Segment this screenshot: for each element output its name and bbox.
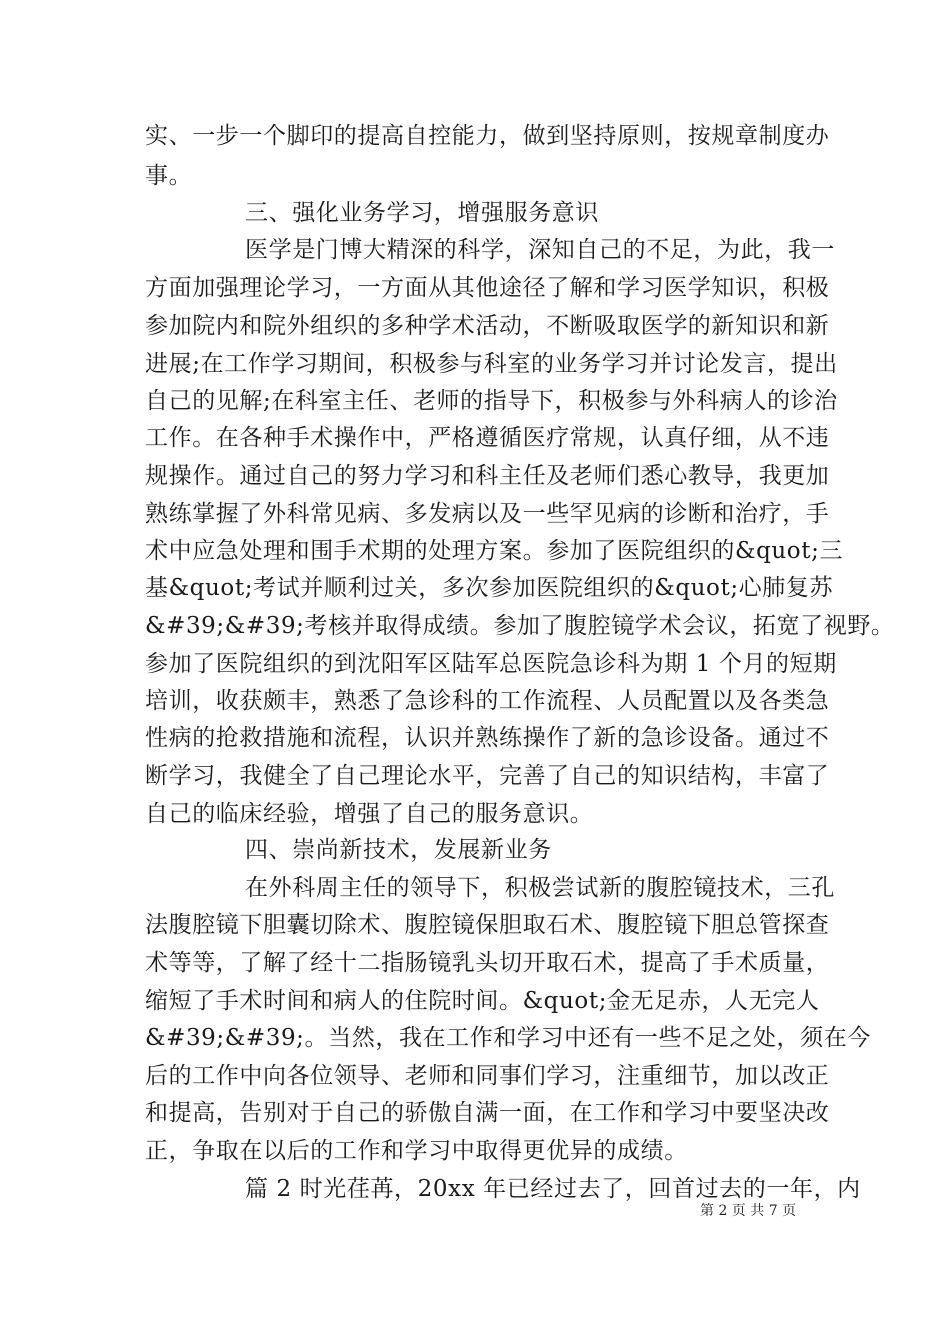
- paragraph-first-line: 医学是门博大精深的科学，深知自己的不足，为此，我一: [245, 237, 835, 263]
- text-line-9: 工作。在各种手术操作中，严格遵循医疗常规，认真仔细，从不违: [145, 425, 830, 451]
- page-number: 第 2 页 共 7 页: [700, 1203, 797, 1219]
- text-line-28: 正，争取在以后的工作和学习中取得更优异的成绩。: [145, 1138, 688, 1164]
- text-line-15: 参加了医院组织的到沈阳军区陆军总医院急诊科为期 1 个月的短期: [145, 651, 837, 677]
- text-line-17: 性病的抢救措施和流程，认识并熟练操作了新的急诊设备。通过不: [145, 725, 830, 751]
- text-line-24: 缩短了手术时间和病人的住院时间。&quot;金无足赤，人无完人: [145, 988, 820, 1014]
- section-heading-3: 三、强化业务学习，增强服务意识: [245, 200, 599, 226]
- text-line-13: 基&quot;考试并顺利过关，多次参加医院组织的&quot;心肺复苏: [145, 575, 834, 601]
- text-line-12: 术中应急处理和围手术期的处理方案。参加了医院组织的&quot;三: [145, 538, 844, 564]
- text-line-19: 自己的临床经验，增强了自己的服务意识。: [145, 801, 594, 827]
- text-line-5: 方面加强理论学习，一方面从其他途径了解和学习医学知识，积极: [145, 275, 830, 301]
- text-line-8: 自己的见解;在科室主任、老师的指导下，积极参与外科病人的诊治: [145, 388, 838, 414]
- text-line-18: 断学习，我健全了自己理论水平，完善了自己的知识结构，丰富了: [145, 763, 830, 789]
- paragraph-first-line: 在外科周主任的领导下，积极尝试新的腹腔镜技术，三孔: [245, 875, 835, 901]
- paragraph-first-line: 篇 2 时光荏苒，20xx 年已经过去了，回首过去的一年，内: [245, 1176, 861, 1202]
- text-line-11: 熟练掌握了外科常见病、多发病以及一些罕见病的诊断和治疗，手: [145, 501, 830, 527]
- text-line-23: 术等等，了解了经十二指肠镜乳头切开取石术，提高了手术质量，: [145, 950, 830, 976]
- text-line-2: 事。: [145, 163, 193, 189]
- text-line-6: 参加院内和院外组织的多种学术活动，不断吸取医学的新知识和新: [145, 313, 830, 339]
- text-line-27: 和提高，告别对于自己的骄傲自满一面，在工作和学习中要坚决改: [145, 1100, 830, 1126]
- section-heading-4: 四、崇尚新技术，发展新业务: [245, 837, 552, 863]
- text-line-1: 实、一步一个脚印的提高自控能力，做到坚持原则，按规章制度办: [145, 123, 830, 149]
- text-line-14: &#39;&#39;考核并取得成绩。参加了腹腔镜学术会议，拓宽了视野。: [145, 613, 895, 639]
- text-line-26: 后的工作中向各位领导、老师和同事们学习，注重细节，加以改正: [145, 1063, 830, 1089]
- text-line-10: 规操作。通过自己的努力学习和科主任及老师们悉心教导，我更加: [145, 463, 830, 489]
- text-line-25: &#39;&#39;。当然，我在工作和学习中还有一些不足之处，须在今: [145, 1025, 871, 1051]
- text-line-22: 法腹腔镜下胆囊切除术、腹腔镜保胆取石术、腹腔镜下胆总管探查: [145, 912, 830, 938]
- text-line-16: 培训，收获颇丰，熟悉了急诊科的工作流程、人员配置以及各类急: [145, 688, 830, 714]
- text-line-7: 进展;在工作学习期间，积极参与科室的业务学习并讨论发言，提出: [145, 351, 838, 377]
